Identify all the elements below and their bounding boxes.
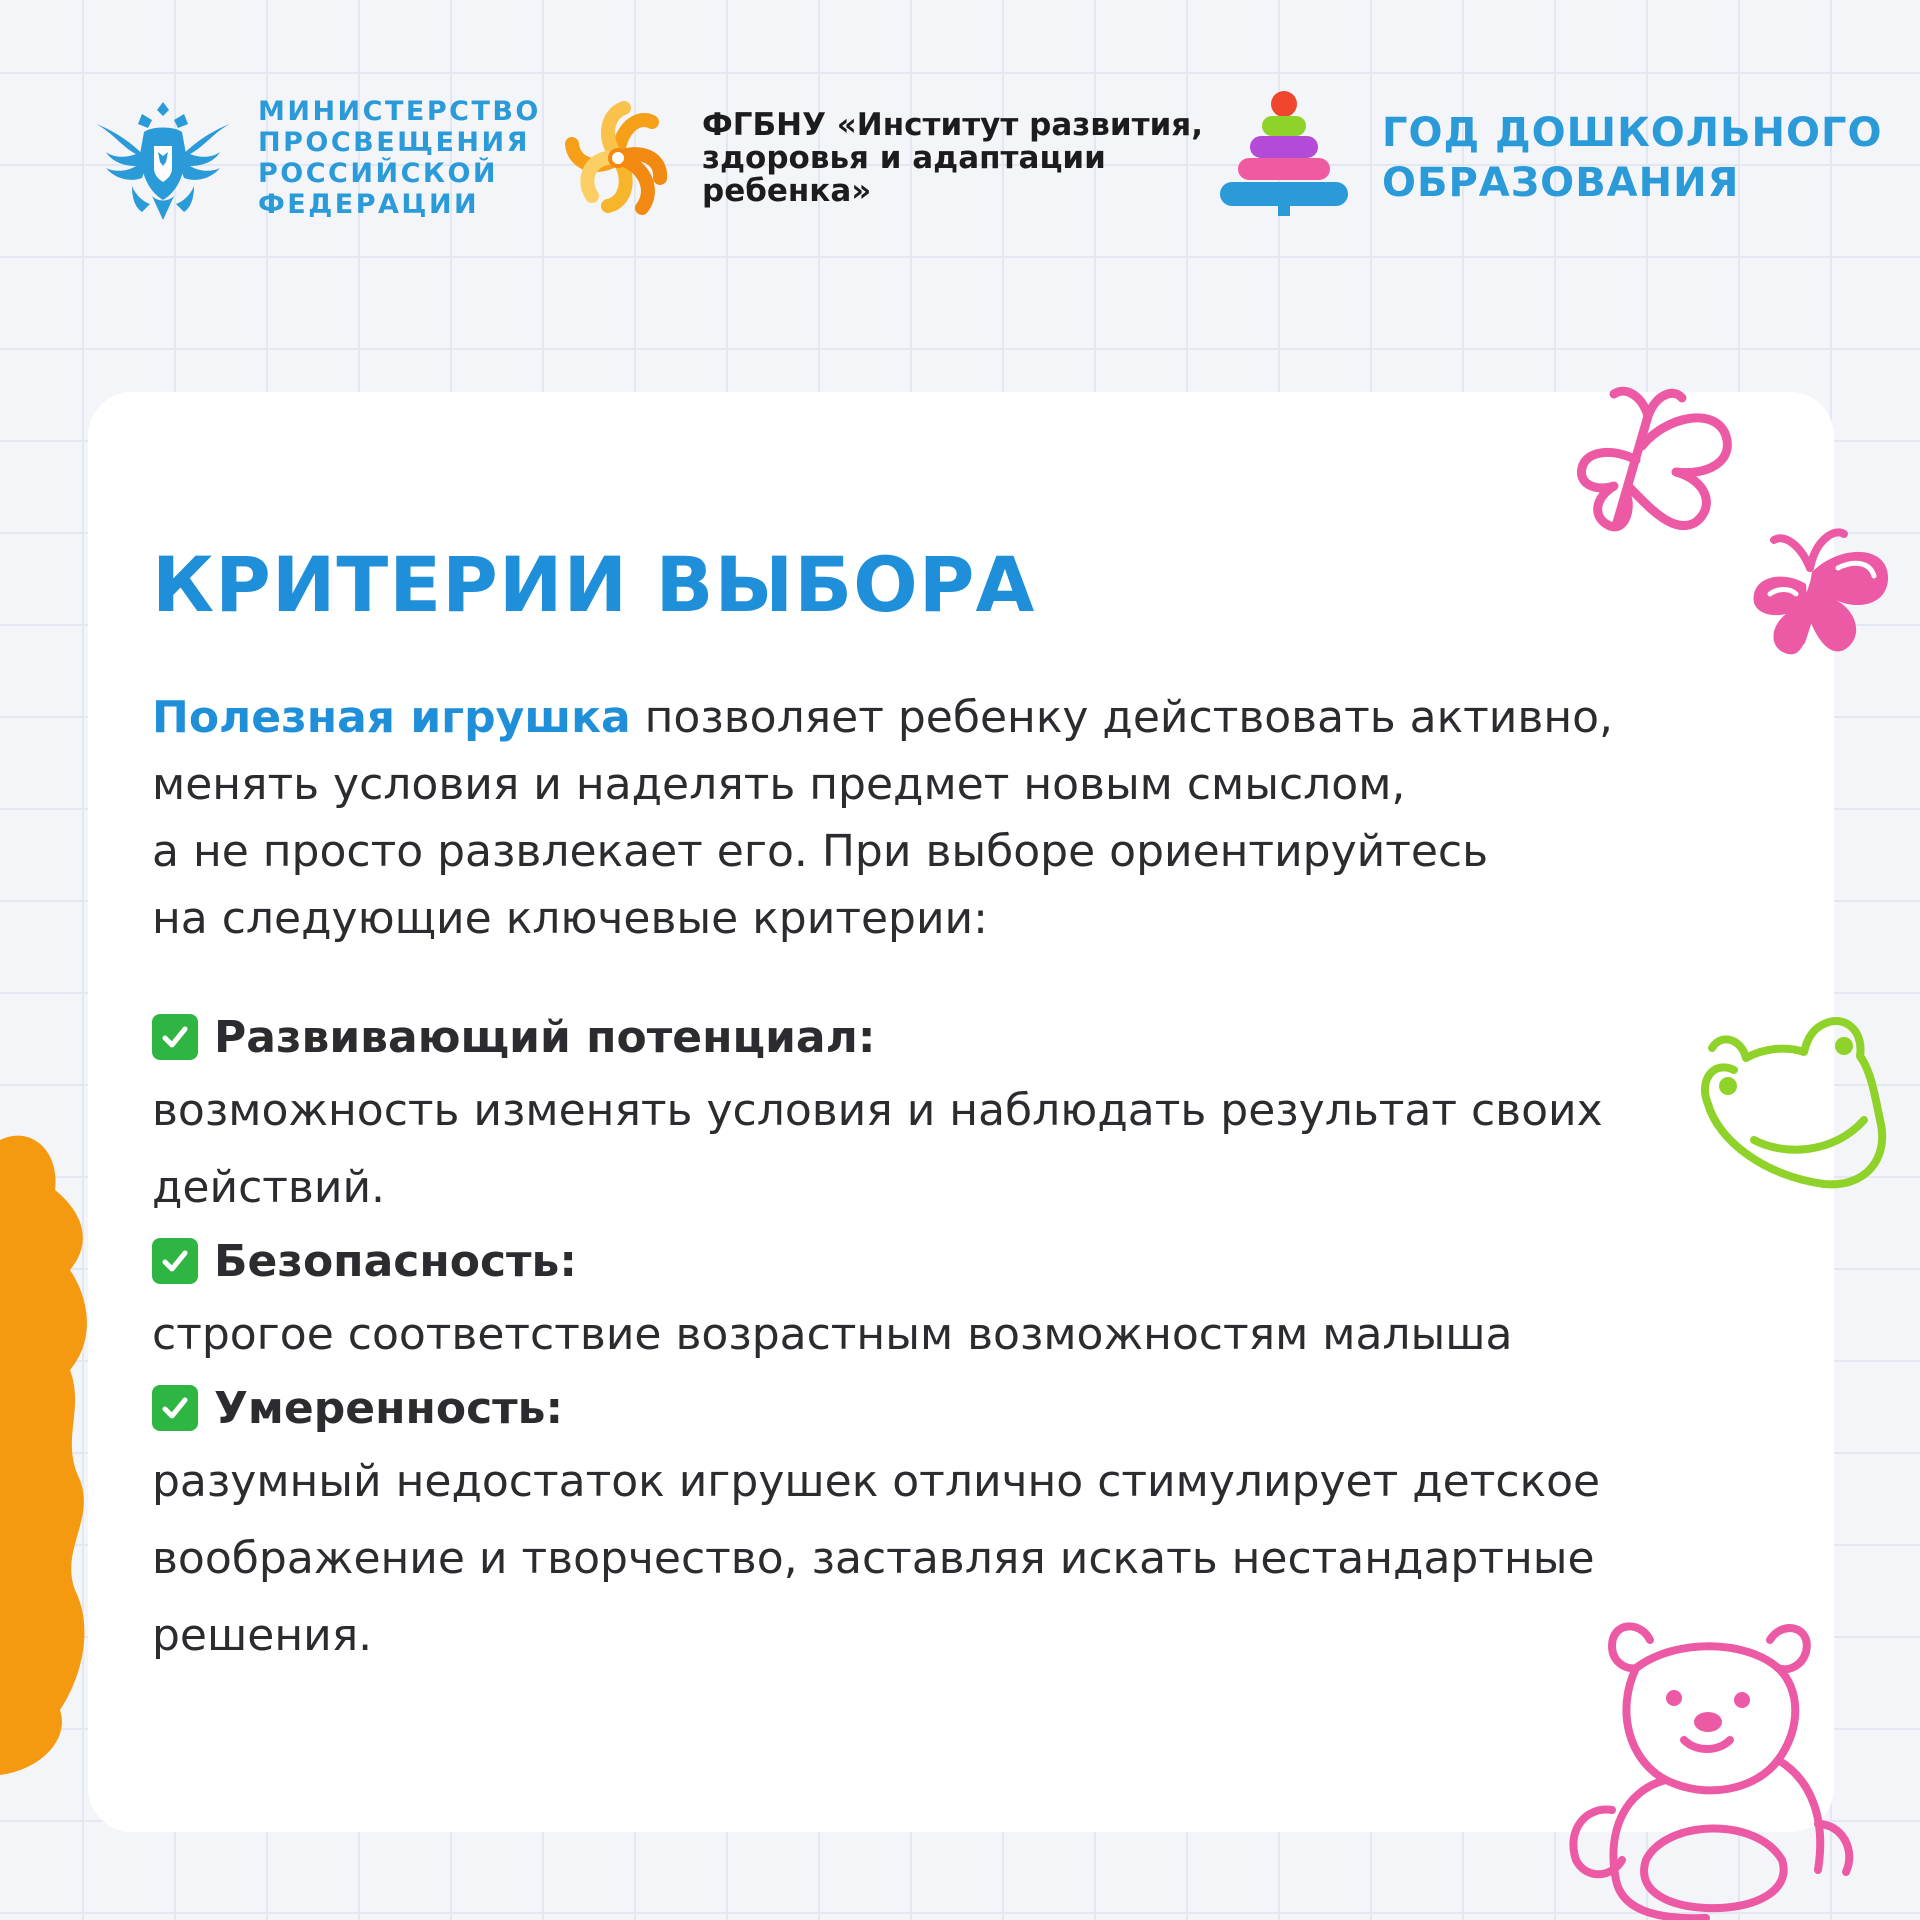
criterion-title-text: Умеренность: — [214, 1382, 564, 1434]
ministry-line: ФЕДЕРАЦИИ — [258, 189, 480, 220]
teddy-bear-icon — [1556, 1610, 1856, 1920]
year-of-preschool-logo — [1214, 90, 1882, 226]
criterion-desc-line: действий. — [152, 1162, 386, 1213]
intro-line: менять условия и наделять предмет новым смыслом, — [152, 759, 1406, 810]
year-title — [1382, 108, 1882, 208]
ministry-logo — [92, 92, 541, 224]
intro-line: а не просто развлекает его. При выборе ориентируйтесь — [152, 826, 1489, 877]
swirl-flower-icon — [556, 92, 680, 224]
institute-logo — [556, 92, 1203, 224]
institute-line: здоровья и адаптации — [702, 139, 1106, 176]
ministry-line: МИНИСТЕРСТВО — [258, 96, 541, 127]
ministry-name — [258, 96, 541, 220]
criterion-title-text: Безопасность: — [214, 1235, 577, 1287]
criterion-title — [152, 1002, 1652, 1072]
frog-face-icon — [1694, 1000, 1894, 1200]
eagle-emblem-icon — [92, 92, 234, 224]
criterion-desc-line: решения. — [152, 1610, 373, 1661]
criterion-item — [152, 1373, 1652, 1674]
intro-line — [152, 684, 1652, 751]
criterion-title — [152, 1373, 1652, 1443]
institute-line: ребенка» — [702, 172, 872, 209]
intro-accent: Полезная игрушка — [152, 692, 631, 743]
criterion-description — [152, 1443, 1652, 1674]
criterion-title-text: Развивающий потенциал: — [214, 1011, 876, 1063]
header — [0, 0, 1920, 300]
criteria-list — [152, 1002, 1652, 1674]
criterion-desc-line: разумный недостаток игрушек отлично стимулирует детское — [152, 1456, 1601, 1507]
intro-line-rest: позволяет ребенку действовать активно, — [630, 692, 1613, 743]
criterion-desc-line: строгое соответствие возрастным возможностям малыша — [152, 1309, 1513, 1360]
institute-name — [702, 106, 1203, 209]
year-line: ГОД ДОШКОЛЬНОГО — [1382, 110, 1883, 156]
criterion-item — [152, 1002, 1652, 1226]
ministry-line: ПРОСВЕЩЕНИЯ — [258, 127, 530, 158]
check-mark-icon — [152, 1014, 198, 1060]
intro-line: на следующие ключевые критерии: — [152, 893, 988, 944]
intro-paragraph — [152, 684, 1652, 952]
criterion-description — [152, 1296, 1652, 1373]
check-mark-icon — [152, 1238, 198, 1284]
criterion-desc-line: воображение и творчество, заставляя искать нестандартные — [152, 1533, 1595, 1584]
criterion-desc-line: возможность изменять условия и наблюдать результат своих — [152, 1085, 1603, 1136]
butterfly-icon — [1740, 488, 1900, 668]
check-mark-icon — [152, 1385, 198, 1431]
institute-line: ФГБНУ «Институт развития, — [702, 106, 1203, 143]
ministry-line: РОССИЙСКОЙ — [258, 158, 498, 189]
criterion-title — [152, 1226, 1652, 1296]
year-line: ОБРАЗОВАНИЯ — [1382, 160, 1740, 206]
criterion-item — [152, 1226, 1652, 1373]
orange-blob — [0, 1120, 100, 1780]
criterion-description — [152, 1072, 1652, 1226]
ring-pyramid-icon — [1214, 90, 1354, 226]
butterfly-icon — [1556, 376, 1746, 556]
page-title: КРИТЕРИИ ВЫБОРА — [152, 540, 1036, 629]
